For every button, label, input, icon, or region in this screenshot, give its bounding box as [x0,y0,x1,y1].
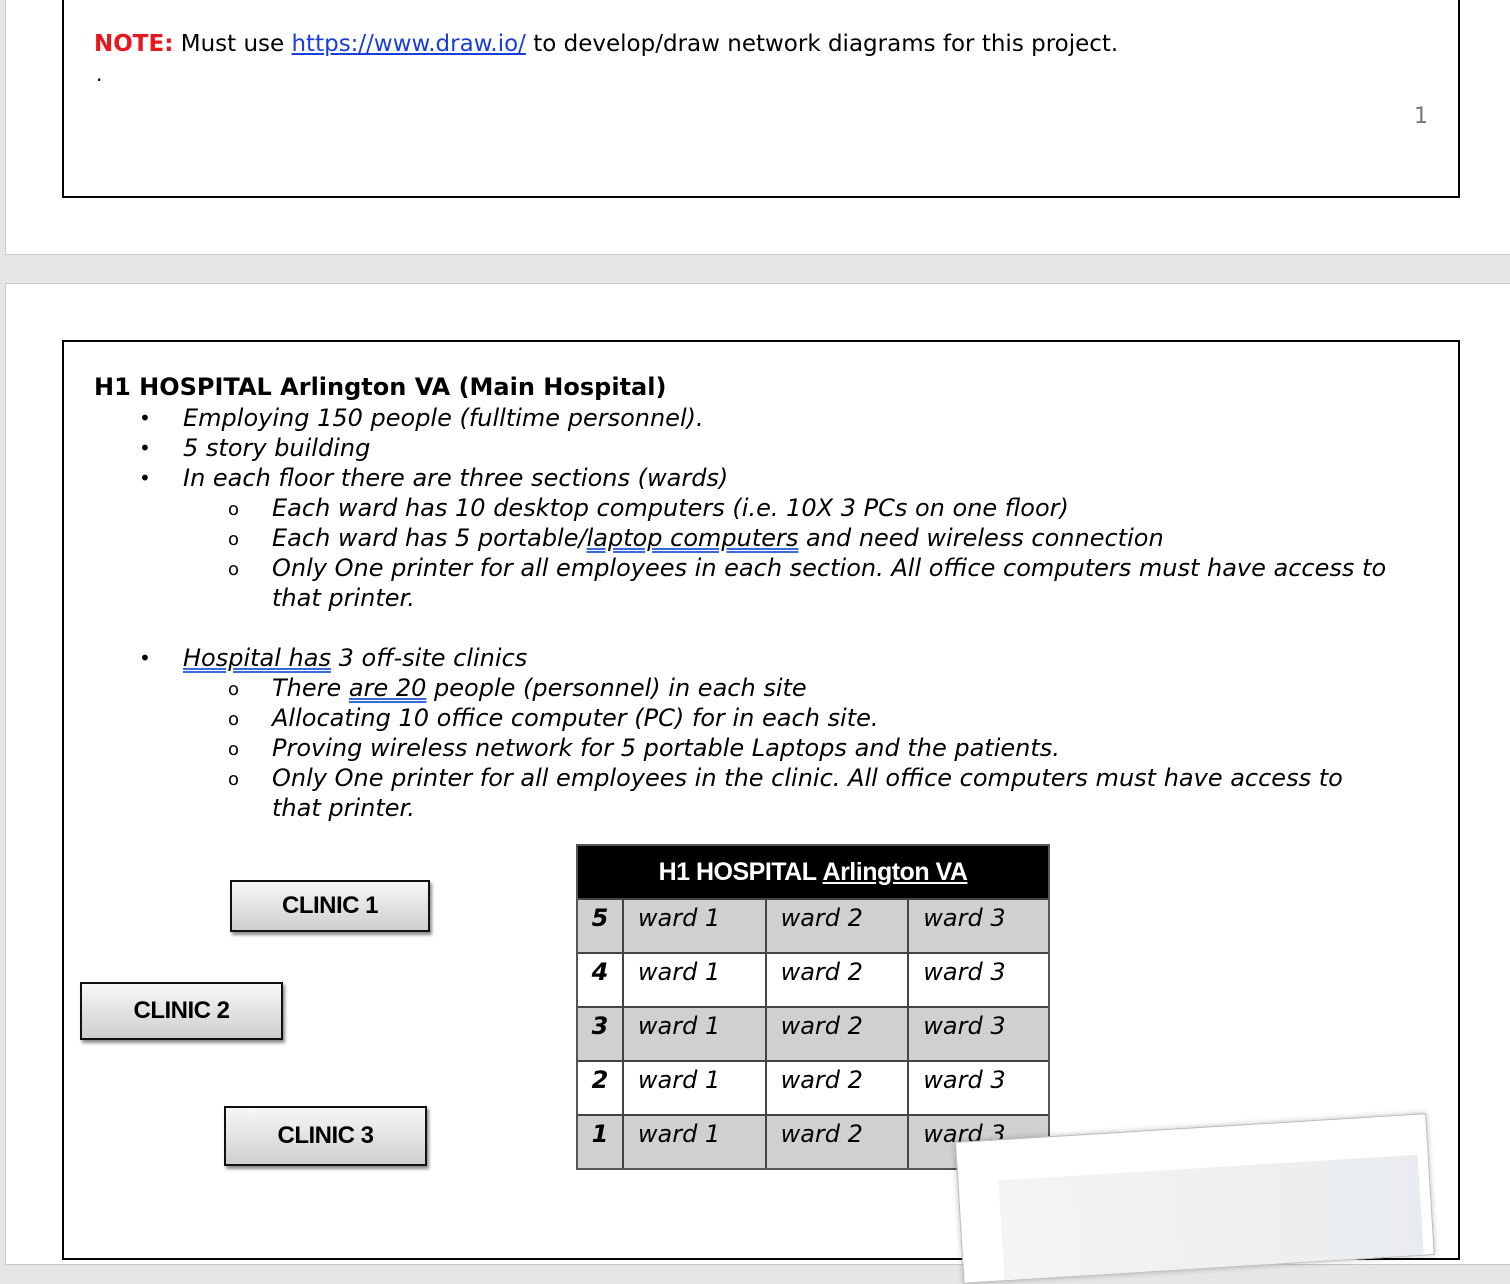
ward-item: Each ward has 10 desktop computers (i.e. 10X 3 PCs on one floor) [272,494,1069,522]
clinic-item: Only One printer for all employees in the clinic. All office computers must have access to [272,764,1343,792]
sub-bullet-icon: o [228,559,240,580]
note-text-after: to develop/draw network diagrams for this project. [533,31,1119,57]
sub-bullet-icon: o [228,679,240,700]
ward-item: Only One printer for all employees in each section. All office computers must have access to [272,554,1387,582]
ward-cell: ward 2 [765,1116,908,1168]
clinic-item: Proving wireless network for 5 portable Laptops and the patients. [272,734,1060,762]
ward-cell: ward 2 [765,900,908,952]
table-row [578,952,1048,1006]
table-title [578,846,1048,898]
sub-bullet-icon: o [228,709,240,730]
ward-cell: ward 3 [907,954,1048,1006]
sub-bullet-icon: o [228,739,240,760]
sub-bullet-icon: o [228,499,240,520]
ward-cell: ward 1 [622,900,765,952]
clinic-2-box: CLINIC 2 [80,982,283,1040]
sub-bullet-icon: o [228,529,240,550]
sub-bullet-icon: o [228,769,240,790]
ward-cell: ward 1 [622,1116,765,1168]
note-text: Must use [180,31,285,57]
clinic-item-part: people (personnel) in each site [426,674,807,702]
ward-item-part: Each ward has 5 portable/ [272,524,587,552]
bullet-icon: • [139,466,151,490]
bullet-icon: • [139,646,151,670]
clinic-item-cont: that printer. [272,794,415,822]
table-row [578,1006,1048,1060]
note-label: NOTE: [94,31,174,57]
stray-dot: . [96,62,103,86]
ward-cell: ward 3 [907,900,1048,952]
bullet-text: Employing 150 people (fulltime personnel). [183,404,704,432]
floor-number: 1 [591,1120,609,1148]
table-row [578,1060,1048,1114]
floor-number: 5 [591,904,609,932]
drawio-link[interactable]: https://www.draw.io/ [291,31,526,57]
table-row [578,898,1048,952]
clinic-3-box: CLINIC 3 [224,1106,427,1166]
table-title-location: Arlington VA [822,857,968,886]
embedded-picture[interactable] [955,1113,1435,1284]
spellcheck-underlined-text: laptop computers [586,524,799,552]
clinic-item [272,673,807,703]
hospital-floor-table [576,844,1050,1170]
ward-cell: ward 2 [765,954,908,1006]
spellcheck-underlined-text: Hospital has [183,644,331,672]
spellcheck-underlined-text: are 20 [348,674,427,702]
floor-number: 2 [591,1066,609,1094]
bullet-text-part: 3 off-site clinics [330,644,528,672]
floor-number: 4 [591,958,609,986]
ward-cell: ward 3 [907,1008,1048,1060]
ward-cell: ward 2 [765,1062,908,1114]
ward-item [272,523,1164,553]
ward-cell: ward 1 [622,954,765,1006]
ward-cell: ward 3 [907,1062,1048,1114]
clinic-1-box: CLINIC 1 [230,880,430,932]
note-frame [62,0,1460,198]
ward-cell: ward 2 [765,1008,908,1060]
table-title-name: H1 HOSPITAL [658,857,817,886]
ward-item-part: and need wireless connection [798,524,1164,552]
bullet-text: 5 story building [183,434,371,462]
clinic-item: Allocating 10 office computer (PC) for in each site. [272,704,879,732]
bullet-text [183,643,527,673]
clinic-item-part: There [272,674,349,702]
bullet-icon: • [139,436,151,460]
ward-item-cont: that printer. [272,584,415,612]
ward-cell: ward 1 [622,1062,765,1114]
ward-cell: ward 3 [907,1116,1048,1168]
bullet-icon: • [139,406,151,430]
section-heading: H1 HOSPITAL Arlington VA (Main Hospital) [94,373,667,401]
page-number: 1 [1414,104,1428,129]
floor-number: 3 [591,1012,609,1040]
note-line [94,31,1118,57]
ward-cell: ward 1 [622,1008,765,1060]
bullet-text: In each floor there are three sections (wards) [183,464,729,492]
